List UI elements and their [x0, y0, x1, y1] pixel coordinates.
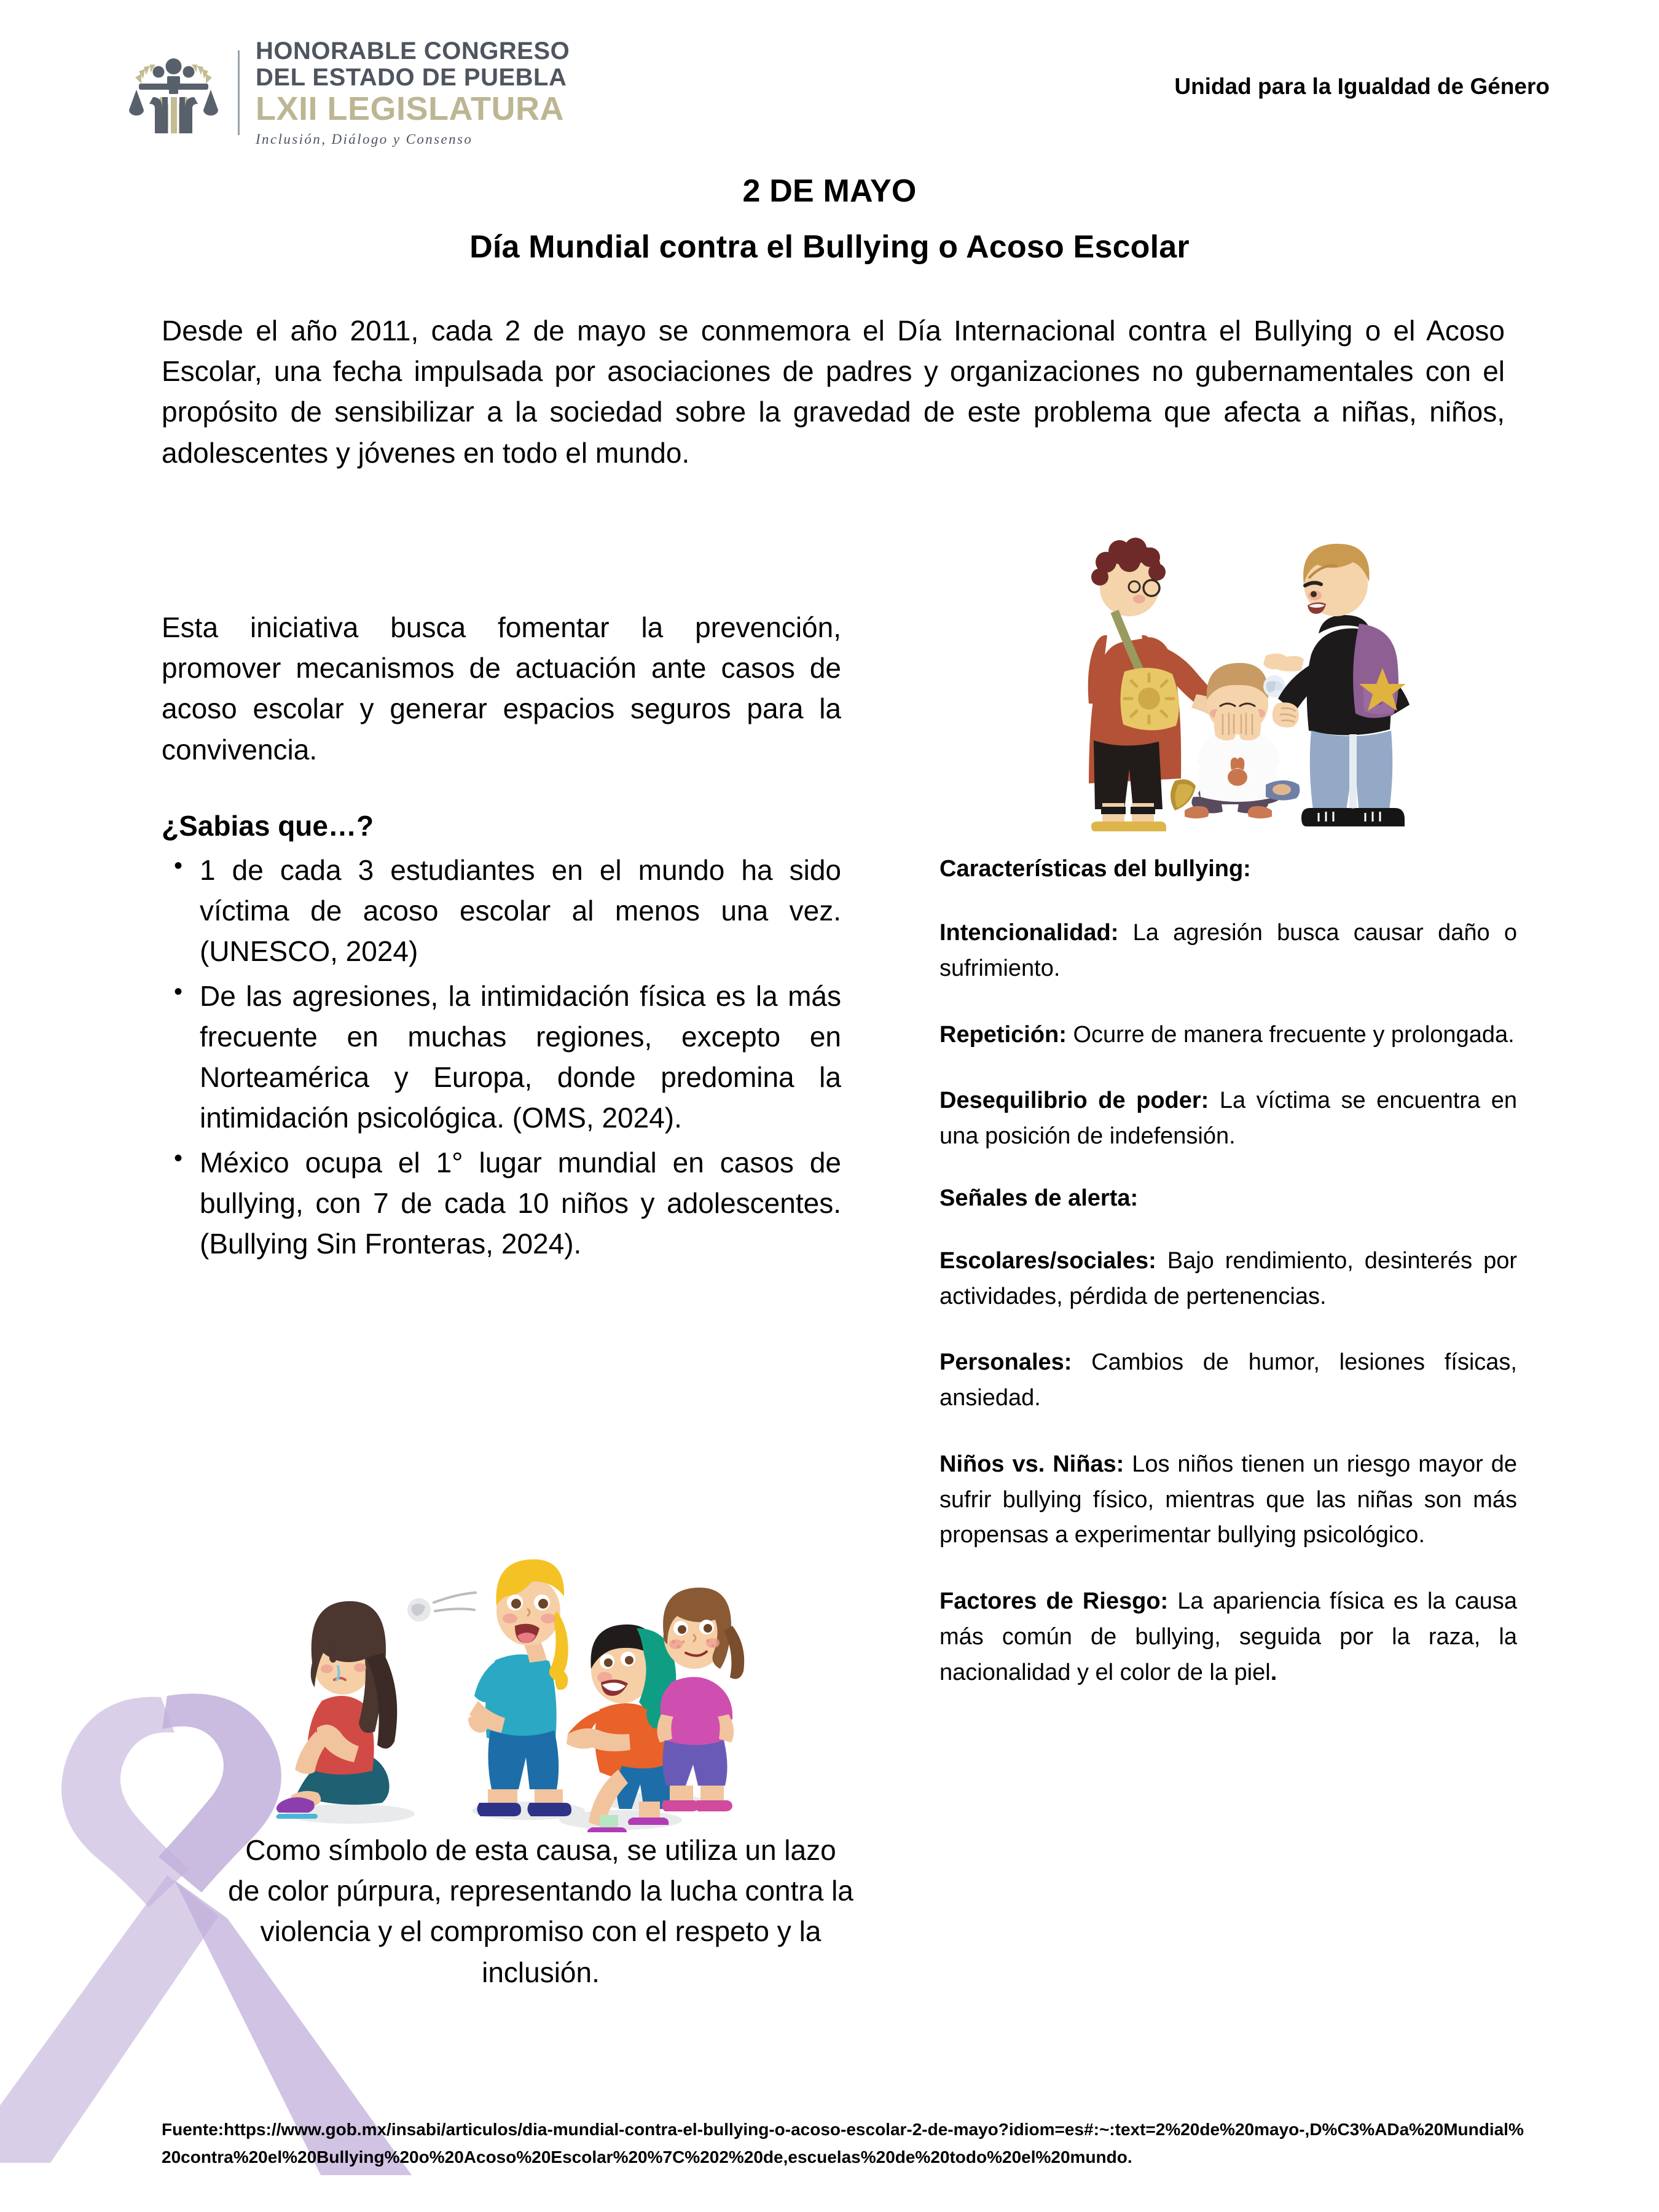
- term-suffix: .: [1270, 1659, 1277, 1685]
- congress-scales-columns-icon: [123, 47, 224, 139]
- source-label: Fuente:: [162, 2120, 224, 2139]
- logo-line-2: DEL ESTADO DE PUEBLA: [256, 63, 567, 91]
- facts-list: [162, 850, 841, 1264]
- logo-tagline: Inclusión, Diálogo y Consenso: [256, 131, 473, 147]
- children-bullying-illustration: [258, 1550, 753, 1832]
- characteristic-intencionalidad: [939, 916, 1517, 987]
- characteristic-repeticion: [939, 1018, 1517, 1053]
- initiative-paragraph: Esta iniciativa busca fomentar la prevención, promover mecanismos de actuación ante casos de acoso escolar y generar espacios seguros para la convivencia.: [162, 611, 841, 766]
- page-header: [0, 26, 1659, 149]
- alert-escolares-sociales: [939, 1244, 1517, 1315]
- term-label: Factores de Riesgo:: [939, 1588, 1169, 1614]
- alert-personales: [939, 1345, 1517, 1416]
- term-text: Cambios de humor, lesiones físicas, ansiedad.: [939, 1349, 1517, 1411]
- characteristic-desequilibrio: [939, 1083, 1517, 1155]
- intro-paragraph: Desde el año 2011, cada 2 de mayo se conmemora el Día Internacional contra el Bullying o el Acoso Escolar, una fecha impulsada por asociaciones de padres y organizaciones no gubernamentales con el propósito de sensibilizar a la sociedad sobre la gravedad de este problema que afecta a niñas, niños, adolescentes y jóvenes en todo el mundo.: [162, 315, 1505, 469]
- source-footer: [162, 2116, 1532, 2171]
- term-text: La víctima se encuentra en una posición de indefensión.: [939, 1088, 1517, 1149]
- list-item: • México ocupa el 1° lugar mundial en casos de bullying, con 7 de cada 10 niños y adolescentes. (Bullying Sin Fronteras, 2024).: [162, 1142, 841, 1265]
- list-item: • 1 de cada 3 estudiantes en el mundo ha sido víctima de acoso escolar al menos una vez. (UNESCO, 2024): [162, 850, 841, 972]
- source-url[interactable]: https://www.gob.mx/insabi/articulos/dia-mundial-contra-el-bullying-o-acoso-escolar-2-de-mayo?idiom=es#:~:text=2%20de%20mayo-,D%C3%ADa%20Mundial%20contra%20el%20Bullying%20o%20Acoso%20Escolar%20%7C%202%20de,escuelas%20de%20todo%20el%20mundo.: [162, 2120, 1524, 2167]
- left-column: [162, 607, 841, 1268]
- list-item: • De las agresiones, la intimidación física es la más frecuente en muchas regiones, excepto en Norteamérica y Europa, donde predomina la intimidación psicológica. (OMS, 2024).: [162, 976, 841, 1139]
- characteristics-heading: Características del bullying:: [939, 856, 1251, 882]
- unit-label: Unidad para la Igualdad de Género: [1174, 74, 1550, 99]
- page-title-subject: Día Mundial contra el Bullying o Acoso Escolar: [469, 229, 1190, 265]
- right-column: [939, 856, 1517, 1721]
- term-label: Intencionalidad:: [939, 920, 1119, 946]
- term-label: Escolares/sociales:: [939, 1247, 1156, 1274]
- alert-ninos-vs-ninas: [939, 1447, 1517, 1553]
- bullying-scene-illustration: [1070, 519, 1411, 834]
- term-label: Desequilibrio de poder:: [939, 1088, 1209, 1114]
- term-label: Niños vs. Niñas:: [939, 1451, 1124, 1477]
- logo-line-3: LXII LEGISLATURA: [256, 90, 564, 127]
- term-text: Bajo rendimiento, desinterés por actividades, pérdida de pertenencias.: [939, 1247, 1517, 1309]
- ribbon-caption: Como símbolo de esta causa, se utiliza un lazo de color púrpura, representando la lucha contra la violencia y el compromiso con el respeto y la inclusión.: [228, 1834, 853, 1988]
- alert-factores-de-riesgo: [939, 1584, 1517, 1690]
- logo-line-1: HONORABLE CONGRESO: [256, 37, 570, 65]
- term-label: Repetición:: [939, 1021, 1067, 1048]
- logo-wordmark: [256, 38, 570, 147]
- logo-divider: [238, 50, 240, 135]
- alerts-heading: Señales de alerta:: [939, 1185, 1139, 1211]
- term-text: Ocurre de manera frecuente y prolongada.: [1066, 1021, 1515, 1048]
- did-you-know-heading: ¿Sabias que…?: [162, 809, 374, 842]
- congress-logo: [123, 38, 570, 147]
- term-text: Los niños tienen un riesgo mayor de sufrir bullying físico, mientras que las niñas son más propensas a experimentar bullying psicológico.: [939, 1451, 1517, 1548]
- page-title-date: 2 DE MAYO: [742, 173, 917, 209]
- term-label: Personales:: [939, 1349, 1072, 1376]
- term-text: La apariencia física es la causa más común de bullying, seguida por la raza, la nacionalidad y el color de la piel: [939, 1588, 1517, 1685]
- term-text: La agresión busca causar daño o sufrimiento.: [939, 920, 1517, 981]
